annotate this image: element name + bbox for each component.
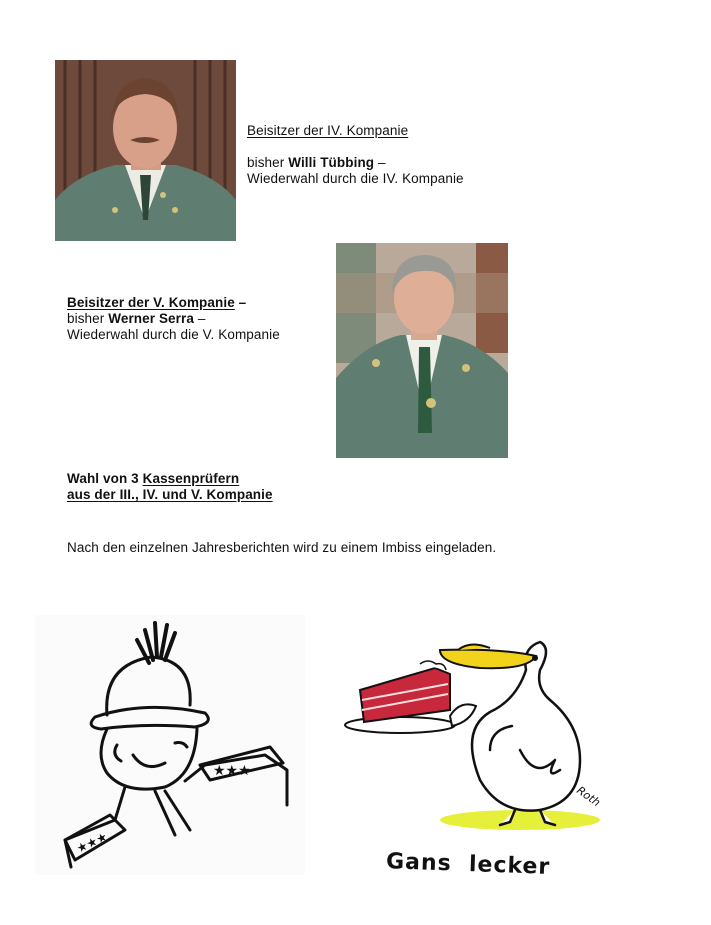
cartoon-signature: Roth xyxy=(574,783,603,810)
section2-line2: Wiederwahl durch die V. Kompanie xyxy=(67,327,280,342)
section1-text xyxy=(247,123,547,187)
imbiss-note: Nach den einzelnen Jahresberichten wird zu einem Imbiss eingeladen. xyxy=(67,540,497,555)
portrait-photo-werner-serra xyxy=(336,243,508,458)
section3-line1-prefix: Wahl von 3 xyxy=(67,471,143,486)
cartoon-marksman-illustration xyxy=(25,605,310,885)
section3-line2: aus der III., IV. und V. Kompanie xyxy=(67,487,273,502)
section1-line1-prefix: bisher xyxy=(247,155,289,170)
section2-text xyxy=(67,295,327,343)
section2-heading-line xyxy=(67,295,327,311)
section2-name: Werner Serra xyxy=(108,311,194,326)
section3-line1 xyxy=(67,471,387,487)
cartoon-goose-illustration xyxy=(340,630,610,835)
portrait-photo-willi-tuebbing xyxy=(55,60,236,241)
section2-line1-prefix: bisher xyxy=(67,311,109,326)
section1-name: Willi Tübbing xyxy=(288,155,375,170)
section1-line1 xyxy=(247,155,547,171)
svg-text:★★★: ★★★ xyxy=(74,829,110,856)
svg-text:★★★: ★★★ xyxy=(213,763,251,779)
section2-heading: Beisitzer der V. Kompanie xyxy=(67,295,235,310)
section1-heading: Beisitzer der IV. Kompanie xyxy=(247,123,409,138)
section3-text xyxy=(67,471,387,503)
section1-line2: Wiederwahl durch die IV. Kompanie xyxy=(247,171,464,186)
section2-line1-suffix: – xyxy=(193,311,206,326)
section2-line1 xyxy=(67,311,327,327)
section1-line1-suffix: – xyxy=(374,155,386,170)
section2-heading-suffix: – xyxy=(234,295,247,310)
cartoon-caption: Gans lecker xyxy=(385,849,551,880)
section3-kassenpruefern: Kassenprüfern xyxy=(142,471,240,486)
